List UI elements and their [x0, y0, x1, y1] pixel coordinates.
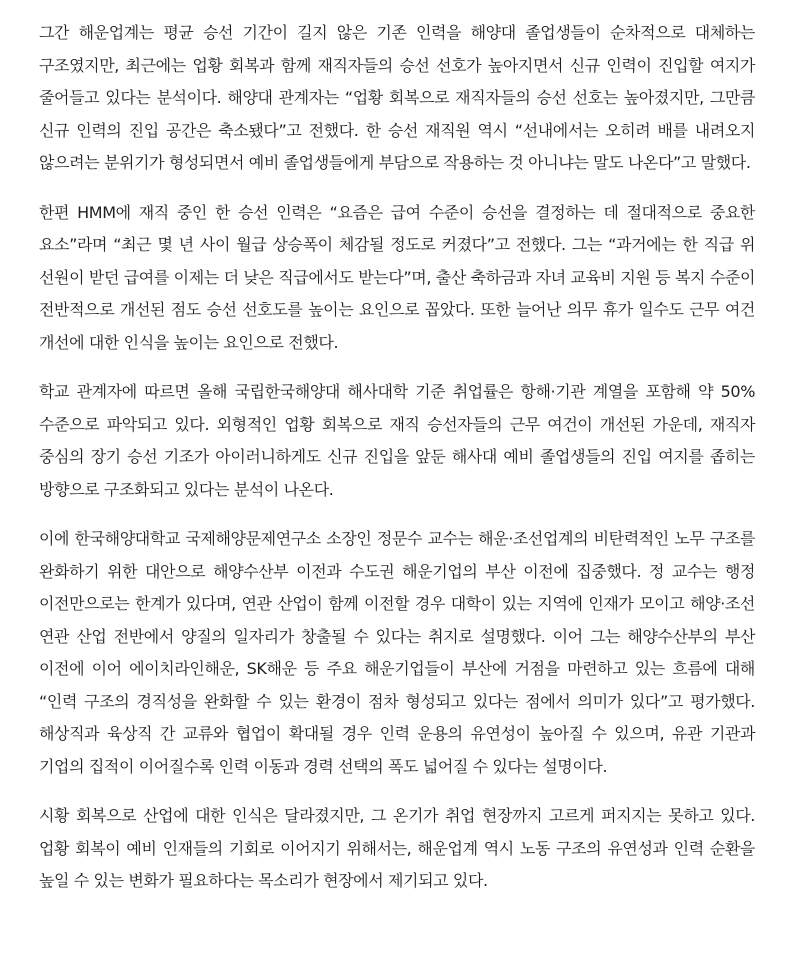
article-paragraph-2: 한편 HMM에 재직 중인 한 승선 인력은 “요즘은 급여 수준이 승선을 결정하는 데 절대적으로 중요한 요소”라며 “최근 몇 년 사이 월급 상승폭이 체감될 정도로 커졌다”고 전했다. 그는 “과거에는 한 직급 위 선원이 받던 급여를 이제는 더 낮은 직급에서도 받는다”며, 출산 축하금과 자녀 교육비 지원 등 복지 수준이 전반적으로 개선된 점도 승선 선호도를 높이는 요인으로 꼽았다. 또한 늘어난 의무 휴가 일수도 근무 여건 개선에 대한 인식을 높이는 요인으로 전했다. — [39, 202, 755, 352]
article-paragraph-3: 학교 관계자에 따르면 올해 국립한국해양대 해사대학 기준 취업률은 항해·기관 계열을 포함해 약 50% 수준으로 파악되고 있다. 외형적인 업황 회복으로 재직 승선자들의 근무 여건이 개선된 가운데, 재직자 중심의 장기 승선 기조가 아이러니하게도 신규 진입을 앞둔 해사대 예비 졸업생들의 진입 여지를 좁히는 방향으로 구조화되고 있다는 분석이 나온다. — [39, 382, 755, 499]
article-paragraph-4: 이에 한국해양대학교 국제해양문제연구소 소장인 정문수 교수는 해운·조선업계의 비탄력적인 노무 구조를 완화하기 위한 대안으로 해양수산부 이전과 수도권 해운기업의 부산 이전에 집중했다. 정 교수는 행정 이전만으로는 한계가 있다며, 연관 산업이 함께 이전할 경우 대학이 있는 지역에 인재가 모이고 해양·조선 연관 산업 전반에서 양질의 일자리가 창출될 수 있다는 취지로 설명했다. 이어 그는 해양수산부의 부산 이전에 이어 에이치라인해운, SK해운 등 주요 해운기업들이 부산에 거점을 마련하고 있는 흐름에 대해 “인력 구조의 경직성을 완화할 수 있는 환경이 점차 형성되고 있다는 점에서 의미가 있다”고 평가했다. 해상직과 육상직 간 교류와 협업이 확대될 경우 인력 운용의 유연성이 높아질 수 있으며, 유관 기관과 기업의 집적이 이어질수록 인력 이동과 경력 선택의 폭도 넓어질 수 있다는 설명이다. — [39, 529, 755, 776]
article-paragraph-5: 시황 회복으로 산업에 대한 인식은 달라졌지만, 그 온기가 취업 현장까지 고르게 퍼지지는 못하고 있다. 업황 회복이 예비 인재들의 기회로 이어지기 위해서는, 해운업계 역시 노동 구조의 유연성과 인력 순환을 높일 수 있는 변화가 필요하다는 목소리가 현장에서 제기되고 있다. — [39, 806, 755, 890]
article-paragraph-1: 그간 해운업계는 평균 승선 기간이 길지 않은 기존 인력을 해양대 졸업생들이 순차적으로 대체하는 구조였지만, 최근에는 업황 회복과 함께 재직자들의 승선 선호가 높아지면서 신규 인력이 진입할 여지가 줄어들고 있다는 분석이다. 해양대 관계자는 “업황 회복으로 재직자들의 승선 선호는 높아졌지만, 그만큼 신규 인력의 진입 공간은 축소됐다”고 전했다. 한 승선 재직원 역시 “선내에서는 오히려 배를 내려오지 않으려는 분위기가 형성되면서 예비 졸업생들에게 부담으로 작용하는 것 아니냐는 말도 나온다”고 말했다. — [39, 23, 755, 172]
article-body — [39, 17, 755, 915]
